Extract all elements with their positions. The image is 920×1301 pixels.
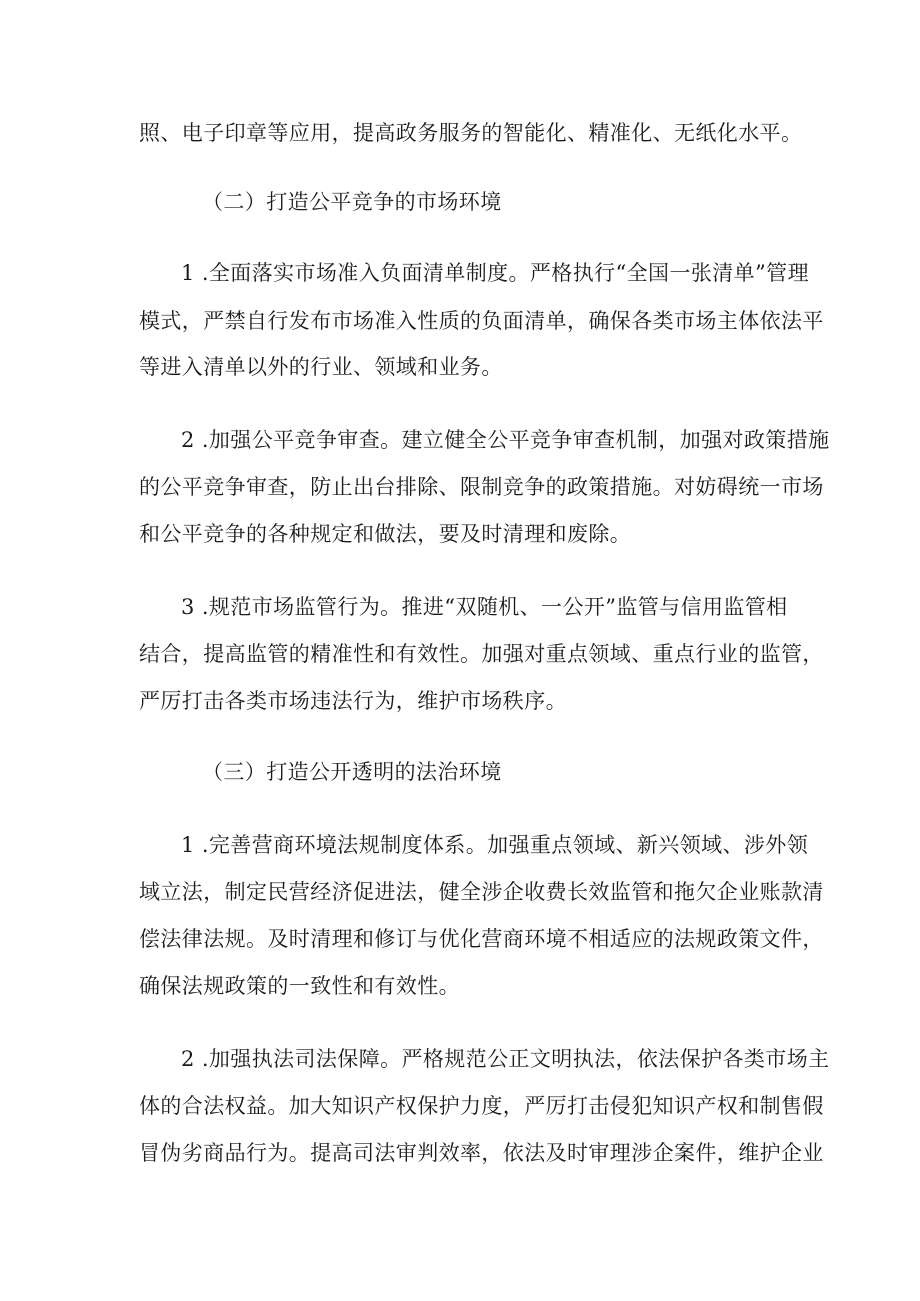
paragraph-line: 照、电子印章等应用，提高政务服务的智能化、精准化、无纸化水平。: [139, 121, 803, 145]
paragraph-line: 模式，严禁自行发布市场准入性质的负面清单，确保各类市场主体依法平: [139, 309, 824, 333]
paragraph-line: 偿法律法规。及时清理和修订与优化营商环境不相适应的法规政策文件，: [139, 927, 824, 951]
section-heading: （二）打造公平竞争的市场环境: [202, 190, 502, 214]
paragraph-line: 体的合法权益。加大知识产权保护力度，严厉打击侵犯知识产权和制售假: [139, 1094, 824, 1118]
paragraph-line: 冒伪劣商品行为。提高司法审判效率，依法及时审理涉企案件，维护企业: [139, 1141, 824, 1165]
paragraph-line: 结合，提高监管的精准性和有效性。加强对重点领域、重点行业的监管，: [139, 642, 824, 666]
paragraph-line: 和公平竞争的各种规定和做法，要及时清理和废除。: [139, 522, 632, 546]
paragraph-line: 2 .加强执法司法保障。严格规范公正文明执法，依法保护各类市场主: [181, 1047, 830, 1071]
section-heading: （三）打造公开透明的法治环境: [202, 760, 502, 784]
paragraph-line: 确保法规政策的一致性和有效性。: [139, 974, 460, 998]
paragraph-line: 1 .完善营商环境法规制度体系。加强重点领域、新兴领域、涉外领: [181, 833, 809, 857]
paragraph-line: 等进入清单以外的行业、领域和业务。: [139, 355, 503, 379]
paragraph-line: 3 .规范市场监管行为。推进“双随机、一公开”监管与信用监管相: [181, 595, 788, 619]
paragraph-line: 的公平竞争审查，防止出台排除、限制竞争的政策措施。对妨碍统一市场: [139, 475, 824, 499]
paragraph-line: 1 .全面落实市场准入负面清单制度。严格执行“全国一张清单”管理: [181, 261, 809, 285]
paragraph-line: 2 .加强公平竞争审查。建立健全公平竞争审查机制，加强对政策措施: [181, 428, 830, 452]
paragraph-line: 严厉打击各类市场违法行为，维护市场秩序。: [139, 689, 567, 713]
paragraph-line: 域立法，制定民营经济促进法，健全涉企收费长效监管和拖欠企业账款清: [139, 880, 824, 904]
